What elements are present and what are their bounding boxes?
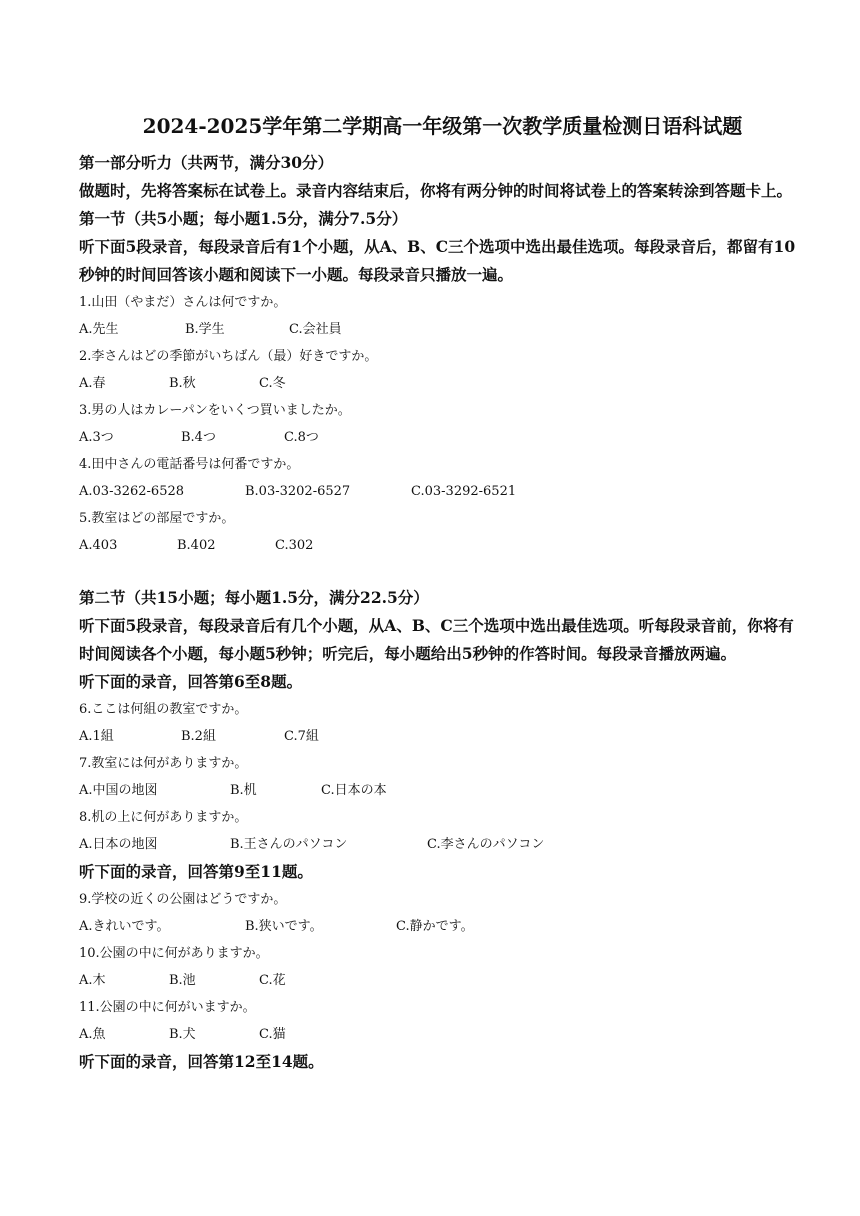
option-c: C.冬 [259,376,286,391]
option-b: B.402 [177,538,216,553]
question-4-options [79,478,802,505]
question-8: 8.机の上に何がありますか。 [79,810,248,825]
option-c: C.花 [259,973,286,988]
question-2: 2.李さんはどの季節がいちばん（最）好きですか。 [79,349,378,364]
option-b: B.2組 [181,729,216,744]
question-1-options [79,316,802,343]
option-c: C.7組 [284,729,319,744]
option-b: B.犬 [169,1027,196,1042]
group3-heading: 听下面的录音，回答第12至14题。 [79,1052,324,1071]
question-5-options [79,532,802,559]
option-b: B.池 [169,973,196,988]
question-6-options [79,723,802,750]
option-c: C.日本の本 [321,783,387,798]
question-11: 11.公園の中に何がいますか。 [79,1000,256,1015]
question-9: 9.学校の近くの公園はどうですか。 [79,892,287,907]
question-5: 5.教室はどの部屋ですか。 [79,511,235,526]
question-7: 7.教室には何がありますか。 [79,756,248,771]
question-7-options [79,777,802,804]
section2-heading: 第二节（共15小题；每小题1.5分，满分22.5分） [79,588,429,607]
section2-instructions: 听下面5段录音，每段录音后有几个小题，从A、B、C三个选项中选出最佳选项。听每段录音前，你将有时间阅读各个小题，每小题5秒钟；听完后，每小题给出5秒钟的作答时间。每段录音播放两遍。 [79,616,794,663]
option-a: A.日本の地図 [79,837,158,852]
option-a: A.魚 [79,1027,106,1042]
question-10: 10.公園の中に何がありますか。 [79,946,269,961]
option-a: A.1組 [79,729,114,744]
group2-heading: 听下面的录音，回答第9至11题。 [79,862,313,881]
question-11-options [79,1021,802,1048]
question-8-options [79,831,802,858]
option-c: C.302 [275,538,314,553]
option-b: B.王さんのパソコン [230,837,348,852]
option-b: B.机 [230,783,257,798]
option-c: C.03-3292-6521 [411,484,517,499]
option-b: B.秋 [169,376,196,391]
section1-heading: 第一节（共5小题；每小题1.5分，满分7.5分） [79,209,408,228]
question-6: 6.ここは何組の教室ですか。 [79,702,248,717]
option-a: A.先生 [79,322,119,337]
question-9-options [79,913,802,940]
option-b: B.03-3202-6527 [245,484,351,499]
option-b: B.4つ [181,430,216,445]
question-10-options [79,967,802,994]
group1-heading: 听下面的录音，回答第6至8题。 [79,672,303,691]
option-a: A.春 [79,376,106,391]
question-4: 4.田中さんの電話番号は何番ですか。 [79,457,300,472]
section1-instructions: 听下面5段录音，每段录音后有1个小题，从A、B、C三个选项中选出最佳选项。每段录音后，都留有10秒钟的时间回答该小题和阅读下一小题。每段录音只播放一遍。 [79,237,796,284]
option-c: C.8つ [284,430,319,445]
option-c: C.猫 [259,1027,286,1042]
option-a: A.03-3262-6528 [79,484,185,499]
question-3-options [79,424,802,451]
option-b: B.狭いです。 [245,919,323,934]
option-a: A.中国の地図 [79,783,158,798]
question-2-options [79,370,802,397]
exam-title: 2024-2025学年第二学期高一年级第一次教学质量检测日语科试题 [142,114,743,138]
question-3: 3.男の人はカレーパンをいくつ買いましたか。 [79,403,351,418]
option-b: B.学生 [185,322,225,337]
option-a: A.3つ [79,430,114,445]
option-a: A.きれいです。 [79,919,170,934]
option-c: C.会社員 [289,322,342,337]
option-a: A.403 [79,538,118,553]
question-1: 1.山田（やまだ）さんは何ですか。 [79,295,287,310]
option-c: C.静かです。 [396,919,474,934]
part1-heading: 第一部分听力（共两节，满分30分） [79,153,334,172]
option-c: C.李さんのパソコン [427,837,545,852]
part1-instructions: 做题时，先将答案标在试卷上。录音内容结束后，你将有两分钟的时间将试卷上的答案转涂到答题卡上。 [79,181,793,200]
option-a: A.木 [79,973,106,988]
